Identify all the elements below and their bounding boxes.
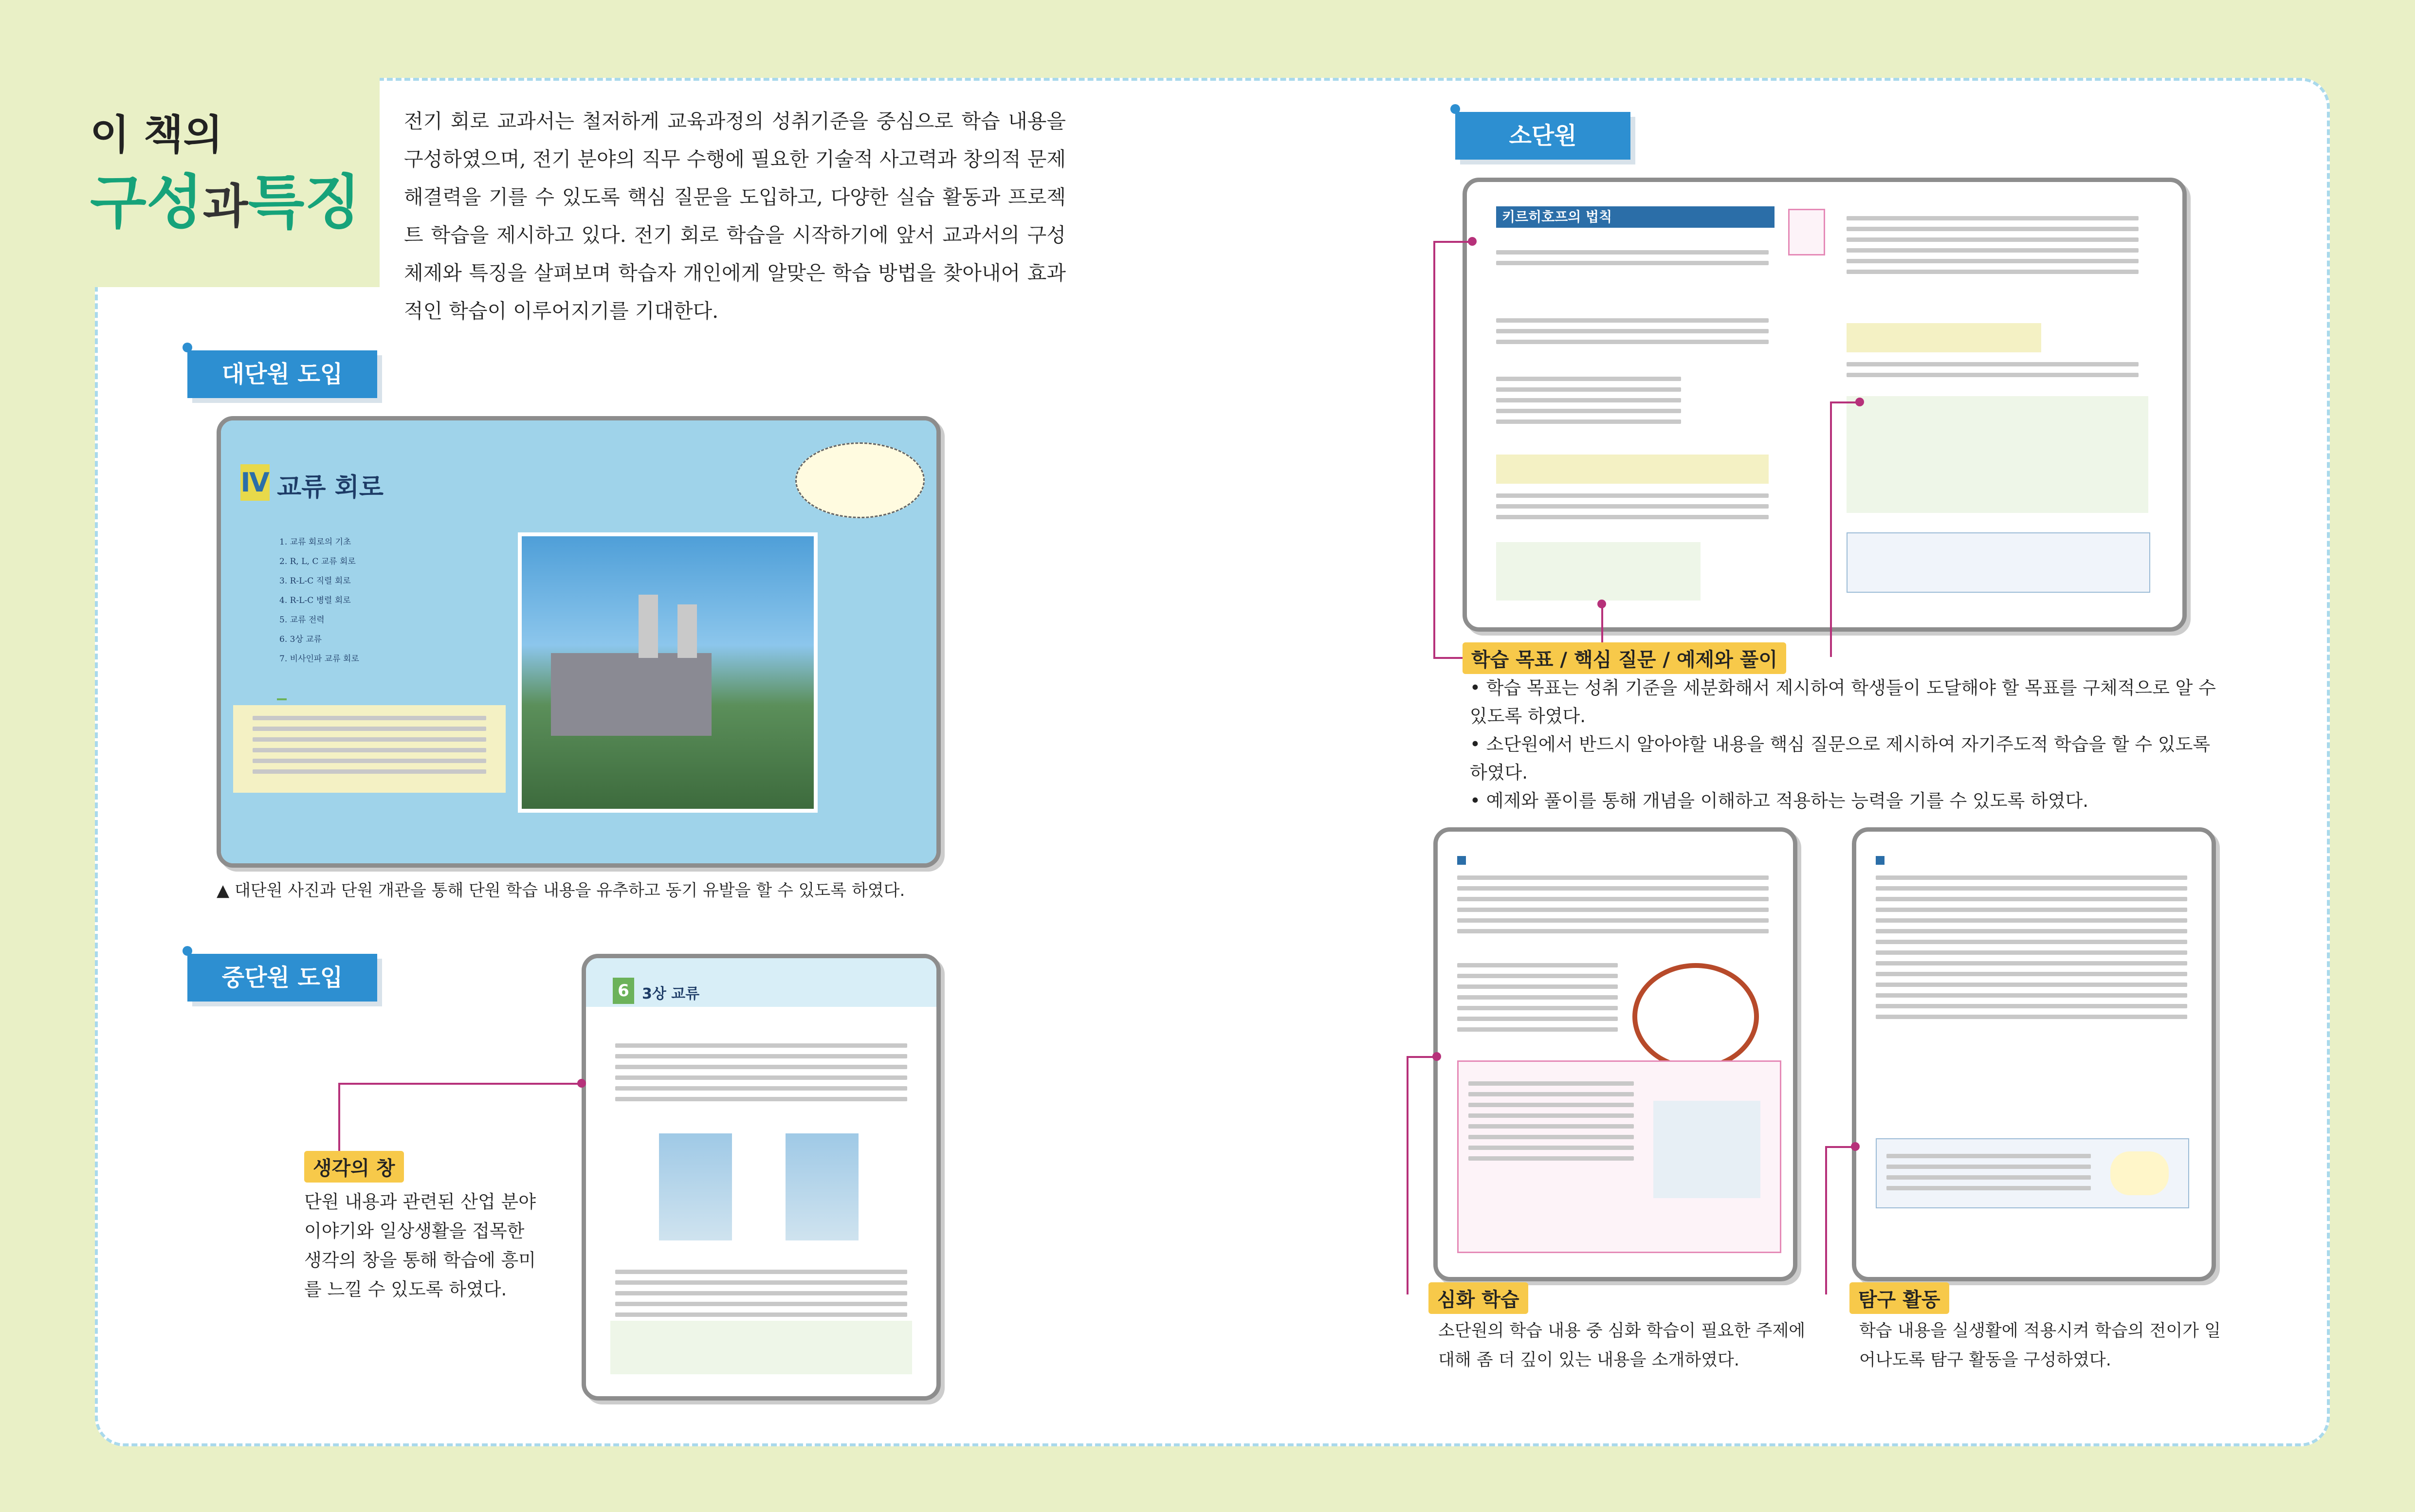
unit-title: 교류 회로 (277, 473, 384, 502)
page-title-line1: 이 책의 (90, 111, 223, 159)
section-ribbon-major (187, 350, 377, 398)
tag-thinking-window: 생각의 창 (304, 1151, 404, 1183)
experiment-figure (1653, 1101, 1760, 1198)
learning-goal-box (1788, 209, 1825, 255)
plant-building (551, 653, 712, 736)
leader-dot (1468, 237, 1477, 246)
ribbon-dot (183, 946, 192, 956)
example-box (1496, 542, 1701, 601)
ribbon-dot (183, 343, 192, 352)
leader-line (1825, 1146, 1854, 1148)
leader-line (1407, 1056, 1436, 1058)
leader-line (338, 1083, 582, 1085)
chimney (677, 604, 697, 658)
toc-item: 6. 3상 교류 (279, 635, 322, 644)
leader-line (1830, 401, 1859, 403)
major-caption: ▲ 대단원 사진과 단원 개관을 통해 단원 학습 내용을 유추하고 동기 유발을 할 수 있도록 하였다. (217, 881, 905, 900)
unit-toc (279, 532, 359, 669)
chapter-number: 6 (613, 978, 634, 1004)
toc-item: 7. 비사인파 교류 회로 (279, 654, 359, 664)
leader-line (338, 1083, 340, 1151)
ribbon-label: 대단원 도입 (221, 361, 343, 388)
bullet-item: • 예제와 풀이를 통해 개념을 이해하고 적용하는 능력을 기를 수 있도록 하였다. (1470, 790, 2088, 811)
ribbon-label: 중단원 도입 (221, 964, 343, 991)
toc-item: 3. R-L-C 직렬 회로 (279, 576, 351, 586)
bullet-text: 예제와 풀이를 통해 개념을 이해하고 적용하는 능력을 기를 수 있도록 하였다. (1486, 790, 2088, 811)
leader-line (1407, 1056, 1409, 1294)
tag-learning-goal: 학습 목표 / 핵심 질문 / 예제와 풀이 (1463, 642, 1786, 674)
example-box (1847, 396, 2148, 513)
minor-page-title: 키르히호프의 법칙 (1496, 206, 1775, 228)
heading-marker (1876, 856, 1884, 865)
unit-number: Ⅳ (240, 464, 270, 501)
leader-dot (1855, 398, 1864, 406)
ribbon-dot (1450, 104, 1460, 114)
tag-deep-study: 심화 학습 (1428, 1282, 1528, 1314)
leader-line (1433, 657, 1463, 659)
overview-chip (277, 698, 287, 700)
bullet-text: 학습 목표는 성취 기준을 세분화해서 제시하여 학생들이 도달해야 할 목표를 구체적으로 알 수 있도록 하였다. (1470, 677, 2216, 727)
toc-item: 5. 교류 전력 (279, 615, 325, 625)
note-box (1847, 532, 2150, 593)
section-ribbon-middle (187, 954, 377, 1002)
middle-unit-screenshot (582, 954, 941, 1401)
major-unit-screenshot (217, 416, 941, 868)
title-word1: 구성 (90, 169, 203, 237)
explore-box (1876, 1138, 2189, 1208)
intro-paragraph: 전기 회로 교과서는 철저하게 교육과정의 성취기준을 중심으로 학습 내용을 구성하였으며, 전기 분야의 직무 수행에 필요한 기술적 사고력과 창의적 문제 해결력을 기를 수 있도록 핵심 질문을 도입하고, 다양한 실습 활동과 프로젝트 학습을 제시하고 있다. 전기 회로 학습을 시작하기에 앞서 교과서의 구성 체제와 특징을 살펴보며 학습자 개인에게 알맞은 학습 방법을 찾아내어 효과적인 학습이 이루어지기를 기대한다. (404, 109, 1066, 323)
bullet-text: 소단원에서 반드시 알아야할 내용을 핵심 질문으로 제시하여 자기주도적 학습을 할 수 있도록 하였다. (1470, 734, 2211, 783)
chapter-title: 3상 교류 (642, 985, 700, 1002)
section-ribbon-minor (1455, 112, 1630, 160)
pole-photo (659, 1133, 732, 1240)
explore-activity-screenshot (1852, 827, 2216, 1281)
title-join: 과 (202, 179, 248, 234)
leader-dot (1851, 1142, 1860, 1151)
explore-caption: 학습 내용을 실생활에 적용시켜 학습의 전이가 일어나도록 탐구 활동을 구성하였다. (1859, 1321, 2221, 1370)
page-title (90, 156, 361, 239)
light-bulb-figure (2110, 1151, 2169, 1195)
bullet-item: • 소단원에서 반드시 알아야할 내용을 핵심 질문으로 제시하여 자기주도적 학습을 할 수 있도록 하였다. (1470, 734, 2211, 783)
minor-bullets (1470, 674, 2229, 815)
title-word2: 특징 (248, 169, 361, 237)
leader-dot (577, 1079, 586, 1088)
key-question-box (1496, 455, 1769, 484)
minor-unit-screenshot (1463, 178, 2187, 632)
coil-diagram (1632, 963, 1759, 1070)
pole-photo (786, 1133, 859, 1240)
toc-item: 4. R-L-C 병렬 회로 (279, 596, 351, 605)
leader-line (1830, 401, 1832, 657)
leader-dot (1432, 1052, 1441, 1061)
bullet-item: • 학습 목표는 성취 기준을 세분화해서 제시하여 학생들이 도달해야 할 목표를 구체적으로 알 수 있도록 하였다. (1470, 677, 2216, 727)
leader-line (1433, 241, 1472, 243)
chimney (639, 595, 658, 658)
tag-explore-activity: 탐구 활동 (1849, 1282, 1949, 1314)
leader-line (1433, 241, 1435, 657)
chapter-summary-box (610, 1321, 912, 1374)
chapter-header (586, 958, 936, 1007)
leader-line (1601, 603, 1603, 645)
deep-study-box (1457, 1060, 1781, 1253)
deep-study-screenshot (1433, 827, 1797, 1281)
leader-line (1825, 1146, 1827, 1294)
speech-bubble (795, 442, 925, 518)
ribbon-label: 소단원 (1509, 122, 1577, 149)
leader-dot (1597, 600, 1606, 608)
toc-item: 1. 교류 회로의 기초 (279, 537, 351, 547)
middle-caption: 단원 내용과 관련된 산업 분야 이야기와 일상생활을 접목한 생각의 창을 통해 학습에 흥미를 느낄 수 있도록 하였다. (304, 1191, 536, 1300)
deep-caption: 소단원의 학습 내용 중 심화 학습이 필요한 주제에 대해 좀 더 깊이 있는 내용을 소개하였다. (1438, 1321, 1806, 1370)
power-plant-photo (518, 532, 818, 813)
key-question-box (1847, 323, 2041, 352)
unit-overview-box (233, 705, 506, 793)
toc-item: 2. R, L, C 교류 회로 (279, 557, 356, 566)
heading-marker (1457, 856, 1466, 865)
